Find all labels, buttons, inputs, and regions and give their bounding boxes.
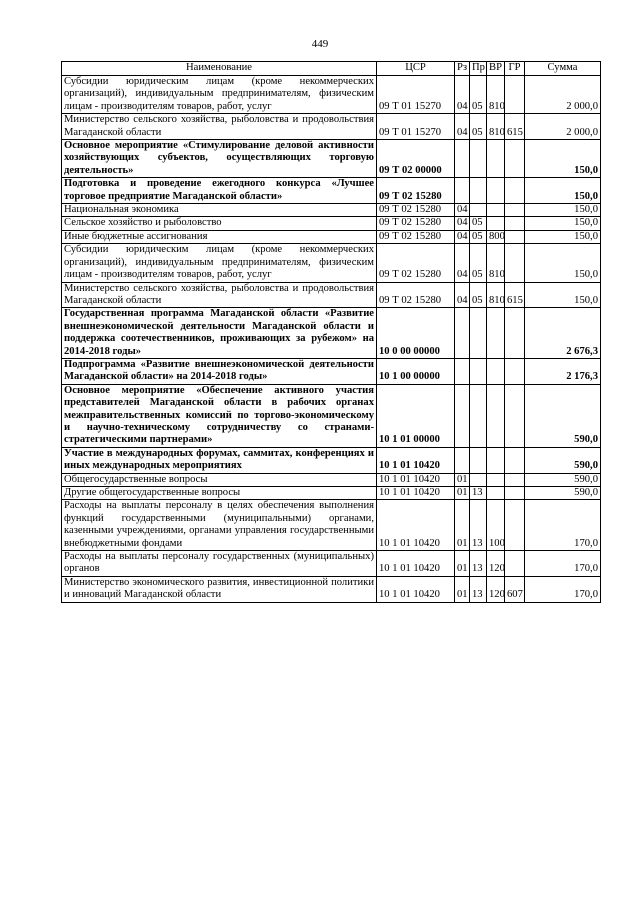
cell-csr: 09 Т 02 15280 xyxy=(377,230,455,243)
cell-csr: 09 Т 02 15280 xyxy=(377,244,455,282)
cell-sum: 170,0 xyxy=(525,576,601,602)
header-csr: ЦСР xyxy=(377,62,455,76)
cell-vr xyxy=(487,487,505,500)
table-body xyxy=(62,76,601,603)
cell-rz xyxy=(455,178,470,204)
cell-vr xyxy=(487,308,505,359)
cell-gr xyxy=(505,204,525,217)
table-row xyxy=(62,140,601,178)
cell-sum: 150,0 xyxy=(525,217,601,230)
cell-rz: 04 xyxy=(455,204,470,217)
cell-rz xyxy=(455,384,470,447)
table-row xyxy=(62,204,601,217)
table-row xyxy=(62,76,601,114)
cell-sum: 2 000,0 xyxy=(525,76,601,114)
cell-sum: 2 176,3 xyxy=(525,358,601,384)
cell-csr: 09 Т 02 15280 xyxy=(377,217,455,230)
cell-csr: 09 Т 01 15270 xyxy=(377,114,455,140)
cell-csr: 10 1 01 10420 xyxy=(377,551,455,577)
cell-pr xyxy=(470,204,487,217)
cell-rz: 04 xyxy=(455,217,470,230)
cell-gr xyxy=(505,358,525,384)
cell-rz: 04 xyxy=(455,244,470,282)
cell-pr: 05 xyxy=(470,244,487,282)
cell-rz xyxy=(455,140,470,178)
cell-sum: 150,0 xyxy=(525,244,601,282)
cell-pr xyxy=(470,473,487,486)
cell-sum: 2 676,3 xyxy=(525,308,601,359)
cell-vr: 810 xyxy=(487,244,505,282)
table-row xyxy=(62,178,601,204)
cell-pr xyxy=(470,178,487,204)
table-row xyxy=(62,487,601,500)
cell-pr: 13 xyxy=(470,487,487,500)
header-gr: ГР xyxy=(505,62,525,76)
table-row xyxy=(62,358,601,384)
table-row xyxy=(62,473,601,486)
cell-name: Расходы на выплаты персоналу в целях обеспечения выполнения функций государственными (муниципальными) органами, казенными учреждениями, органами управления государственными внебюджетными фондами xyxy=(62,500,377,551)
table-row xyxy=(62,308,601,359)
table-row xyxy=(62,230,601,243)
cell-vr xyxy=(487,217,505,230)
table-row xyxy=(62,500,601,551)
cell-csr: 10 1 01 10420 xyxy=(377,447,455,473)
table-header-row xyxy=(62,62,601,76)
table-row xyxy=(62,551,601,577)
cell-vr xyxy=(487,178,505,204)
cell-gr xyxy=(505,140,525,178)
cell-pr: 05 xyxy=(470,230,487,243)
cell-name: Национальная экономика xyxy=(62,204,377,217)
cell-rz: 04 xyxy=(455,114,470,140)
table-row xyxy=(62,114,601,140)
cell-rz: 04 xyxy=(455,76,470,114)
cell-name: Сельское хозяйство и рыболовство xyxy=(62,217,377,230)
cell-pr xyxy=(470,140,487,178)
cell-csr: 10 1 01 10420 xyxy=(377,487,455,500)
cell-csr: 09 Т 02 15280 xyxy=(377,204,455,217)
cell-vr: 810 xyxy=(487,76,505,114)
cell-gr: 615 xyxy=(505,114,525,140)
table-row xyxy=(62,384,601,447)
cell-name: Другие общегосударственные вопросы xyxy=(62,487,377,500)
cell-csr: 10 1 01 10420 xyxy=(377,500,455,551)
cell-gr xyxy=(505,230,525,243)
cell-name: Общегосударственные вопросы xyxy=(62,473,377,486)
cell-csr: 10 1 01 10420 xyxy=(377,576,455,602)
cell-vr xyxy=(487,384,505,447)
cell-gr xyxy=(505,244,525,282)
cell-rz: 01 xyxy=(455,500,470,551)
cell-vr: 100 xyxy=(487,500,505,551)
cell-pr: 05 xyxy=(470,217,487,230)
cell-sum: 170,0 xyxy=(525,500,601,551)
cell-pr: 13 xyxy=(470,551,487,577)
cell-rz: 01 xyxy=(455,576,470,602)
table-row xyxy=(62,447,601,473)
table-row xyxy=(62,244,601,282)
header-name: Наименование xyxy=(62,62,377,76)
table-row xyxy=(62,576,601,602)
cell-sum: 150,0 xyxy=(525,204,601,217)
cell-pr: 05 xyxy=(470,282,487,308)
cell-rz: 04 xyxy=(455,230,470,243)
cell-gr xyxy=(505,487,525,500)
cell-sum: 590,0 xyxy=(525,447,601,473)
cell-pr xyxy=(470,447,487,473)
cell-vr: 120 xyxy=(487,576,505,602)
cell-vr xyxy=(487,473,505,486)
cell-name: Субсидии юридическим лицам (кроме некоммерческих организаций), индивидуальным предпринимателям, физическим лицам - производителям товаров, работ, услуг xyxy=(62,244,377,282)
page-number: 449 xyxy=(311,38,329,50)
cell-csr: 09 Т 02 15280 xyxy=(377,178,455,204)
budget-table xyxy=(61,61,601,603)
cell-name: Расходы на выплаты персоналу государственных (муниципальных) органов xyxy=(62,551,377,577)
cell-gr xyxy=(505,473,525,486)
cell-csr: 10 1 01 00000 xyxy=(377,384,455,447)
header-rz: Рз xyxy=(455,62,470,76)
cell-gr xyxy=(505,308,525,359)
cell-sum: 150,0 xyxy=(525,282,601,308)
cell-rz xyxy=(455,358,470,384)
cell-csr: 10 1 01 10420 xyxy=(377,473,455,486)
cell-gr xyxy=(505,500,525,551)
cell-pr: 13 xyxy=(470,576,487,602)
cell-pr: 05 xyxy=(470,76,487,114)
cell-sum: 150,0 xyxy=(525,140,601,178)
cell-gr xyxy=(505,447,525,473)
cell-csr: 09 Т 02 00000 xyxy=(377,140,455,178)
cell-name: Министерство экономического развития, инвестиционной политики и инноваций Магаданской области xyxy=(62,576,377,602)
cell-gr xyxy=(505,76,525,114)
cell-csr: 10 0 00 00000 xyxy=(377,308,455,359)
cell-name: Иные бюджетные ассигнования xyxy=(62,230,377,243)
table-row xyxy=(62,217,601,230)
cell-csr: 09 Т 02 15280 xyxy=(377,282,455,308)
cell-vr: 120 xyxy=(487,551,505,577)
cell-gr xyxy=(505,551,525,577)
header-pr: Пр xyxy=(470,62,487,76)
cell-name: Субсидии юридическим лицам (кроме некоммерческих организаций), индивидуальным предпринимателям, физическим лицам - производителям товаров, работ, услуг xyxy=(62,76,377,114)
cell-pr xyxy=(470,384,487,447)
cell-vr xyxy=(487,140,505,178)
cell-rz: 01 xyxy=(455,551,470,577)
cell-vr xyxy=(487,358,505,384)
cell-rz: 04 xyxy=(455,282,470,308)
cell-vr: 800 xyxy=(487,230,505,243)
cell-gr xyxy=(505,178,525,204)
cell-gr xyxy=(505,217,525,230)
cell-vr xyxy=(487,204,505,217)
cell-csr: 09 Т 01 15270 xyxy=(377,76,455,114)
cell-name: Подпрограмма «Развитие внешнеэкономической деятельности Магаданской области» на 2014-2018 годы» xyxy=(62,358,377,384)
cell-csr: 10 1 00 00000 xyxy=(377,358,455,384)
cell-rz xyxy=(455,447,470,473)
cell-pr xyxy=(470,308,487,359)
cell-name: Государственная программа Магаданской области «Развитие внешнеэкономической деятельности Магаданской области и поддержка соотечественников, проживающих за рубежом» на 2014-2018 годы» xyxy=(62,308,377,359)
cell-pr: 13 xyxy=(470,500,487,551)
cell-vr: 810 xyxy=(487,282,505,308)
cell-pr xyxy=(470,358,487,384)
cell-gr xyxy=(505,384,525,447)
cell-vr: 810 xyxy=(487,114,505,140)
cell-sum: 590,0 xyxy=(525,473,601,486)
cell-name: Министерство сельского хозяйства, рыболовства и продовольствия Магаданской области xyxy=(62,282,377,308)
cell-name: Подготовка и проведение ежегодного конкурса «Лучшее торговое предприятие Магаданской области» xyxy=(62,178,377,204)
cell-sum: 150,0 xyxy=(525,230,601,243)
cell-rz: 01 xyxy=(455,473,470,486)
cell-name: Основное мероприятие «Обеспечение активного участия представителей Магаданской области в рабочих органах межправительственных комиссий по торгово-экономическому и научно-техническому сотрудничеству со странами-стратегическими партнерами» xyxy=(62,384,377,447)
header-vr: ВР xyxy=(487,62,505,76)
cell-gr: 607 xyxy=(505,576,525,602)
cell-sum: 2 000,0 xyxy=(525,114,601,140)
cell-rz: 01 xyxy=(455,487,470,500)
cell-sum: 150,0 xyxy=(525,178,601,204)
cell-pr: 05 xyxy=(470,114,487,140)
cell-vr xyxy=(487,447,505,473)
header-sum: Сумма xyxy=(525,62,601,76)
cell-gr: 615 xyxy=(505,282,525,308)
cell-name: Основное мероприятие «Стимулирование деловой активности хозяйствующих субъектов, осуществляющих торговую деятельность» xyxy=(62,140,377,178)
cell-rz xyxy=(455,308,470,359)
cell-sum: 170,0 xyxy=(525,551,601,577)
cell-name: Министерство сельского хозяйства, рыболовства и продовольствия Магаданской области xyxy=(62,114,377,140)
table-row xyxy=(62,282,601,308)
cell-sum: 590,0 xyxy=(525,487,601,500)
cell-name: Участие в международных форумах, саммитах, конференциях и иных международных мероприятиях xyxy=(62,447,377,473)
cell-sum: 590,0 xyxy=(525,384,601,447)
